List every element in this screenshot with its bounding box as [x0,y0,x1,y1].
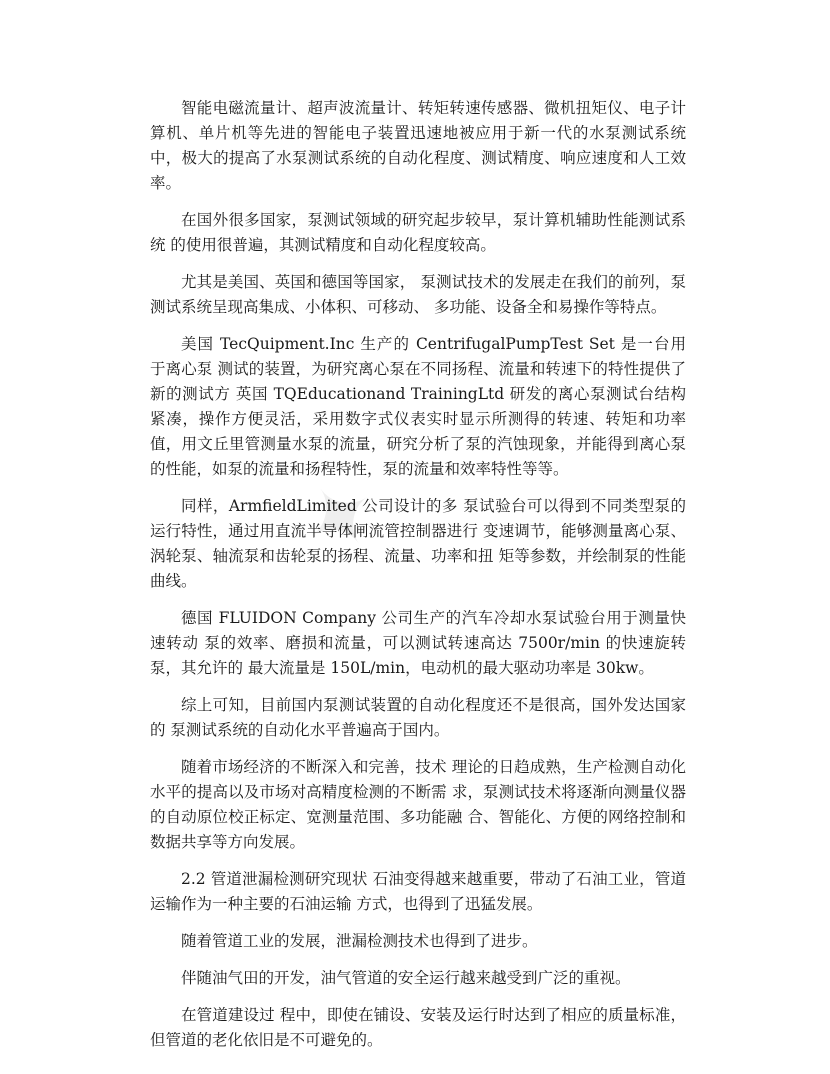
paragraph-12: 在管道建设过 程中，即使在铺设、安装及运行时达到了相应的质量标准，但管道的老化依旧是不可避免的。 [150,1006,686,1049]
document-body [150,96,686,1065]
paragraph-9: 2.2 管道泄漏检测研究现状 石油变得越来越重要，带动了石油工业，管道运输作为一种主要的石油运输 方式，也得到了迅猛发展。 [150,870,686,913]
paragraph-7: 综上可知，目前国内泵测试装置的自动化程度还不是很高，国外发达国家的 泵测试系统的自动化水平普遍高于国内。 [150,696,686,739]
paragraph-4: 美国 TecQuipment.Inc 生产的 CentrifugalPumpTest Set 是一台用于离心泵 测试的装置，为研究离心泵在不同扬程、流量和转速下的特性提供了新的测试方 英国 TQEducationand TrainingLtd 研发的离心泵测试台结构紧凑，操作方便灵活，采用数字式仪表实时显示所测得的转速、转矩和功率值，用文丘里管测量水泵的流量，研究分析了泵的汽蚀现象，并能得到离心泵的性能，如泵的流量和扬程特性，泵的流量和效率特性等等。 [150,335,686,478]
paragraph-10: 随着管道工业的发展，泄漏检测技术也得到了进步。 [181,932,538,950]
watermark-mark: ✦ [280,453,403,583]
paragraph-1: 智能电磁流量计、超声波流量计、转矩转速传感器、微机扭矩仪、电子计算机、单片机等先进的智能电子装置迅速地被应用于新一代的水泵测试系统中，极大的提高了水泵测试系统的自动化程度、测试精度、响应速度和人工效率。 [150,99,686,192]
paragraph-5: 同样，ArmfieldLimited 公司设计的多 泵试验台可以得到不同类型泵的运行特性，通过用直流半导体闸流管控制器进行 变速调节，能够测量离心泵、涡轮泵、轴流泵和齿轮泵的扬程、流量、功率和扭 矩等参数，并绘制泵的性能曲线。 [150,497,686,590]
paragraph-2: 在国外很多国家，泵测试领域的研究起步较早，泵计算机辅助性能测试系统 的使用很普遍，其测试精度和自动化程度较高。 [150,211,686,254]
paragraph-3: 尤其是美国、英国和德国等国家， 泵测试技术的发展走在我们的前列，泵测试系统呈现高集成、小体积、可移动、 多功能、设备全和易操作等特点。 [150,273,686,316]
paragraph-8: 随着市场经济的不断深入和完善，技术 理论的日趋成熟，生产检测自动化水平的提高以及市场对高精度检测的不断需 求，泵测试技术将逐渐向测量仪器的自动原位校正标定、宽测量范围、多功能融 合、智能化、方便的网络控制和数据共享等方向发展。 [150,758,686,851]
paragraph-6: 德国 FLUIDON Company 公司生产的汽车冷却水泵试验台用于测量快速转动 泵的效率、磨损和流量，可以测试转速高达 7500r/min 的快速旋转泵，其允许的 最大流量是 150L/min，电动机的最大驱动功率是 30kw。 [150,609,686,677]
paragraph-11: 伴随油气田的开发，油气管道的安全运行越来越受到广泛的重视。 [181,969,631,987]
